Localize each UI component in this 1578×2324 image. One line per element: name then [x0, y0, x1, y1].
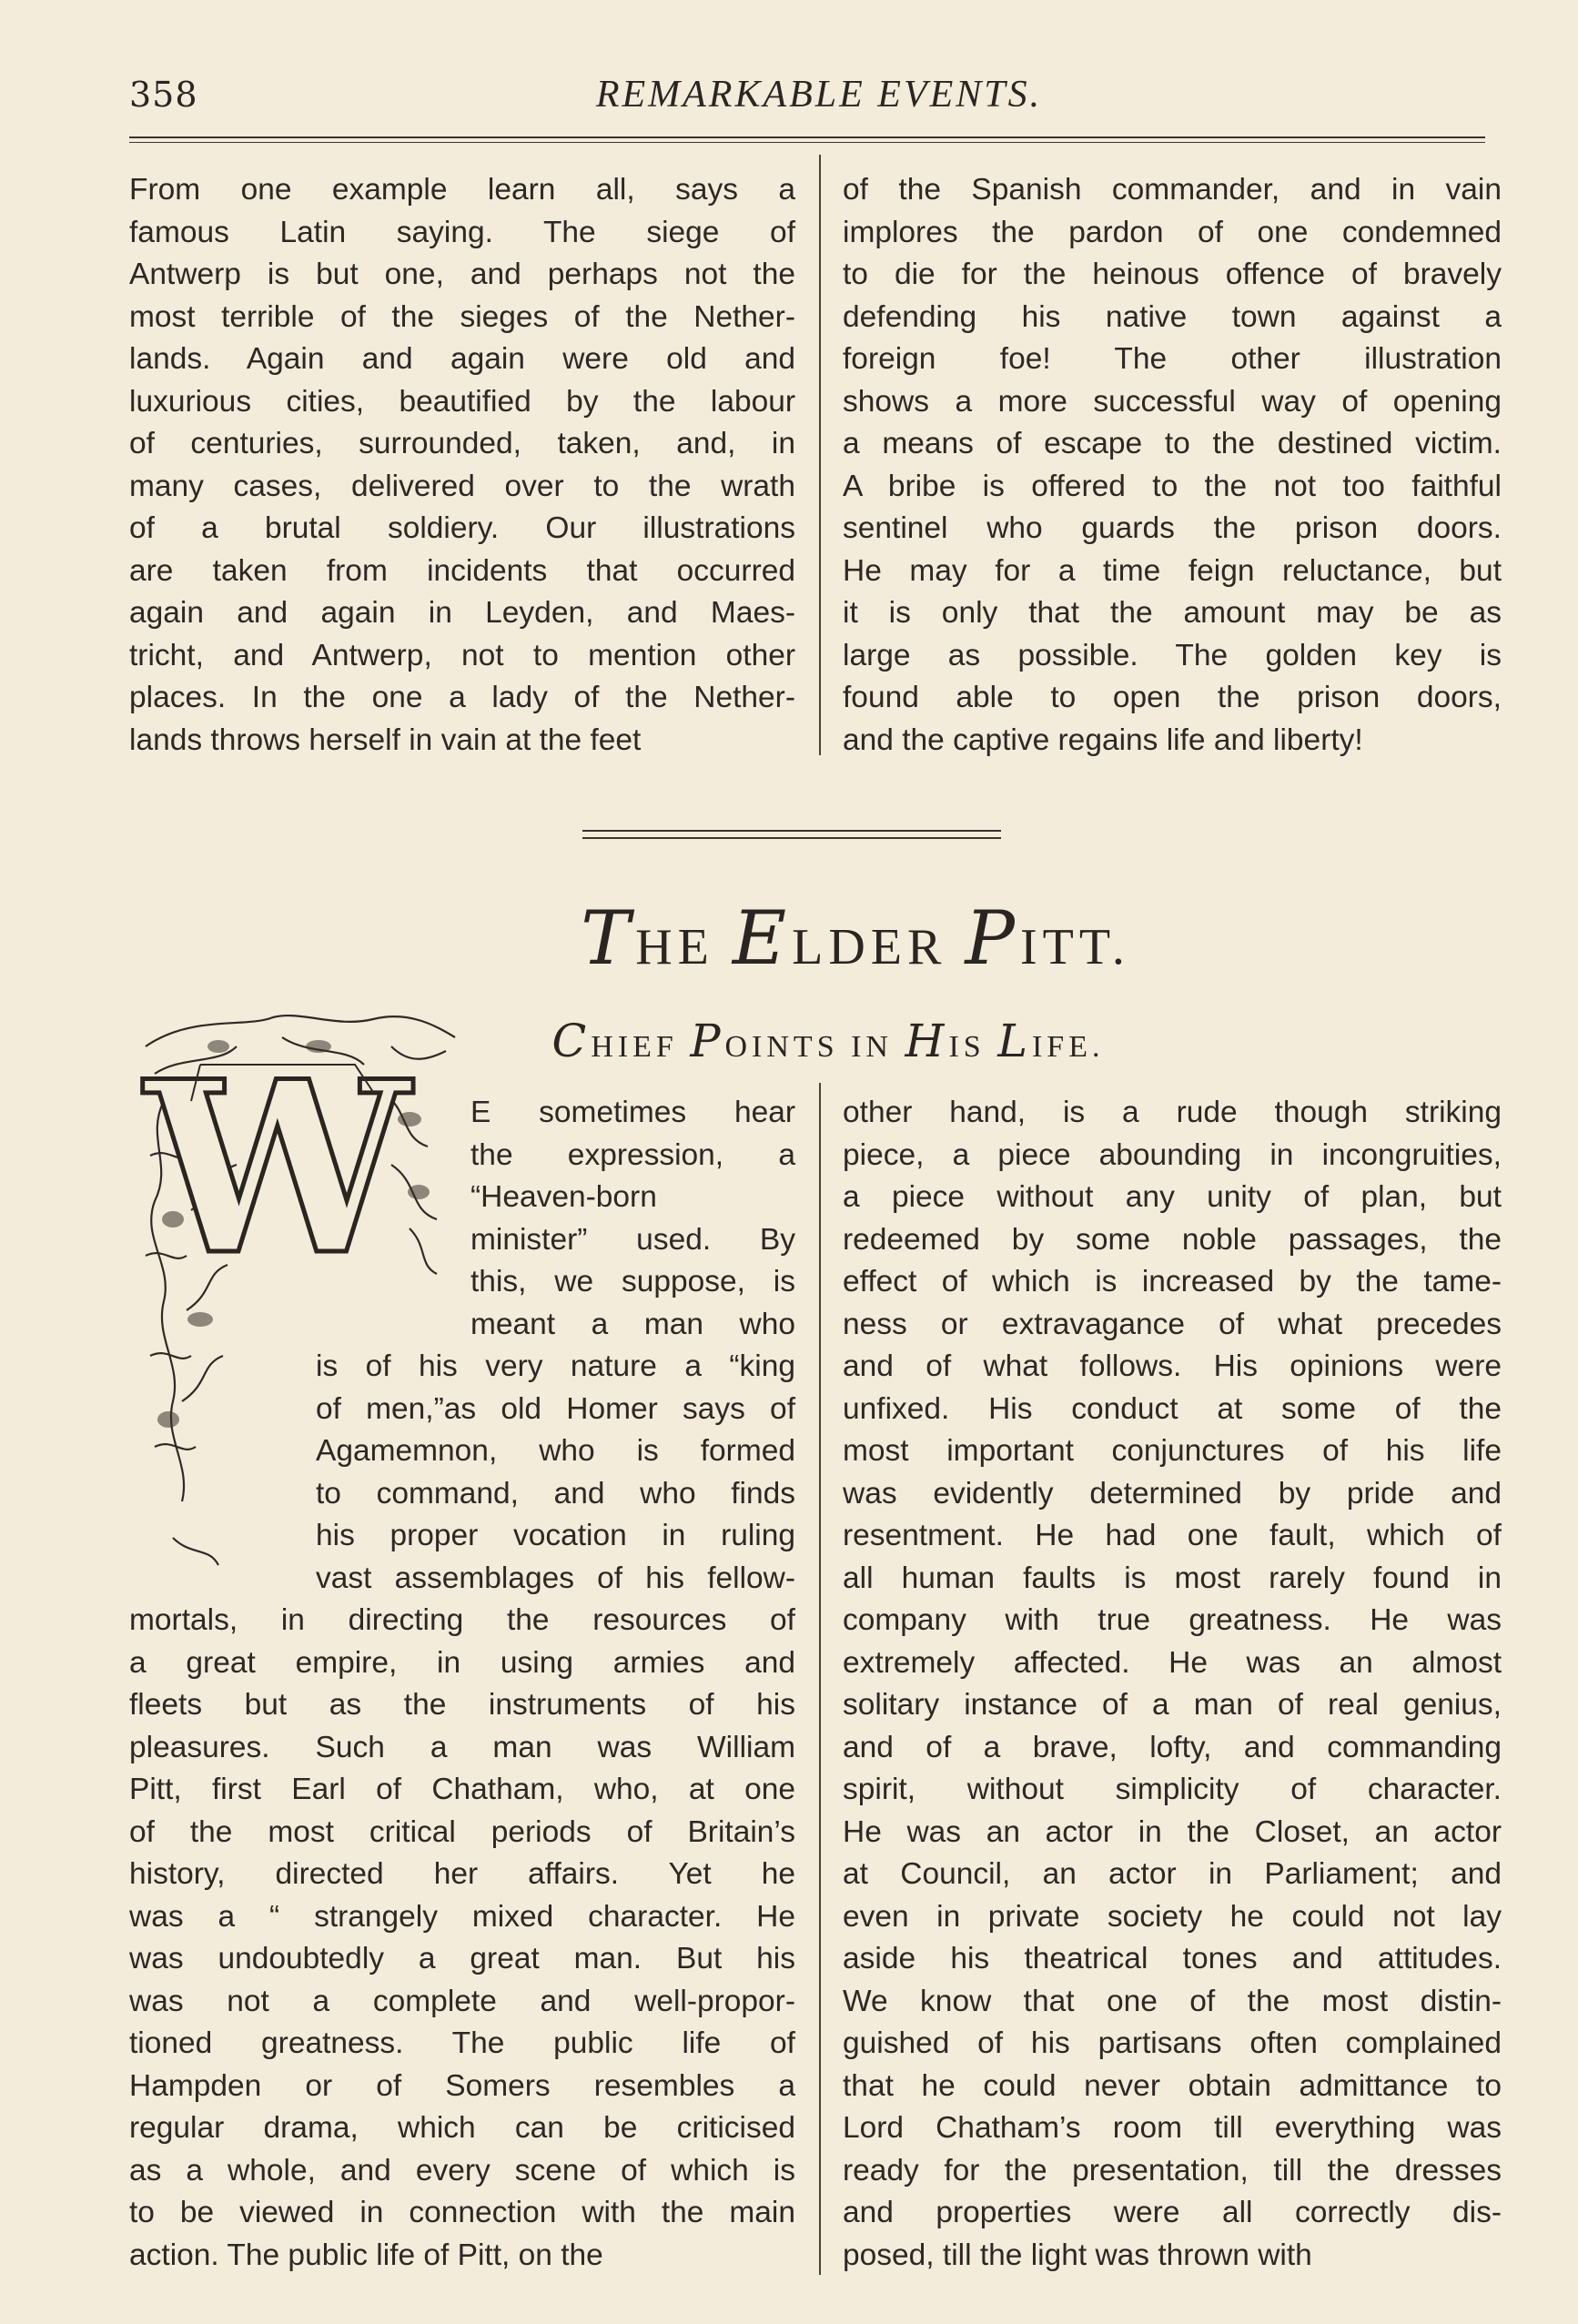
- title-word-rest: HIEF: [591, 1030, 691, 1064]
- text-line: a means of escape to the destined victim.: [843, 427, 1502, 460]
- title-word-rest: LDER: [792, 919, 966, 975]
- bottom-left-column: [129, 1092, 795, 2277]
- text-line: a great empire, in using armies and: [129, 1645, 795, 1680]
- text-line: most terrible of the sieges of the Nether-: [129, 299, 795, 334]
- text-line: history, directed her affairs. Yet he: [129, 1857, 795, 1891]
- section-divider-bottom: [582, 837, 1001, 839]
- text-line: to command, and who finds: [316, 1476, 795, 1511]
- text-block: [129, 1600, 795, 2277]
- text-line: regular drama, which can be criticised: [129, 2111, 795, 2145]
- title-capital: T: [581, 896, 636, 982]
- page-number: 358: [129, 75, 198, 115]
- bottom-right-column: [843, 1092, 1502, 2277]
- text-line: action. The public life of Pitt, on the: [129, 2238, 603, 2272]
- text-line: the expression, a: [470, 1137, 795, 1172]
- text-line: luxurious cities, beautified by the labour: [129, 384, 795, 419]
- text-line: this, we suppose, is: [470, 1265, 795, 1298]
- text-line: that he could never obtain admittance to: [843, 2068, 1502, 2103]
- text-line: at Council, an actor in Parliament; and: [843, 1857, 1502, 1891]
- text-line: famous Latin saying. The siege of: [129, 215, 795, 249]
- text-block: [129, 1346, 795, 1600]
- text-line: was not a complete and well-propor-: [129, 1984, 795, 2018]
- text-line: effect of which is increased by the tame-: [843, 1265, 1502, 1298]
- text-line: many cases, delivered over to the wrath: [129, 469, 795, 503]
- text-line: Hampden or of Somers resembles a: [129, 2068, 795, 2103]
- text-line: He may for a time feign reluctance, but: [843, 553, 1502, 588]
- article-title: [510, 896, 1201, 982]
- text-line: a piece without any unity of plan, but: [843, 1180, 1502, 1214]
- text-line: pleasures. Such a man was William: [129, 1730, 795, 1764]
- text-line: it is only that the amount may be as: [843, 596, 1502, 630]
- text-block: [843, 1092, 1502, 2277]
- header-rule-thin: [129, 142, 1485, 143]
- text-line: as a whole, and every scene of which is: [129, 2153, 795, 2188]
- text-line: lands. Again and again were old and: [129, 342, 795, 376]
- text-line: vast assemblages of his fellow-: [316, 1561, 795, 1595]
- top-left-column: [129, 169, 795, 762]
- text-line: and the captive regains life and liberty!: [843, 722, 1363, 757]
- text-line: company with true greatness. He was: [843, 1603, 1502, 1637]
- text-line: and of what follows. His opinions were: [843, 1349, 1502, 1383]
- title-word-rest: OINTS IN: [724, 1030, 905, 1064]
- text-line: are taken from incidents that occurred: [129, 553, 795, 588]
- title-capital: P: [965, 896, 1021, 982]
- text-line: resentment. He had one fault, which of: [843, 1519, 1502, 1552]
- text-line: of centuries, surrounded, taken, and, in: [129, 427, 795, 460]
- title-capital: E: [732, 896, 793, 982]
- text-line: fleets but as the instruments of his: [129, 1688, 795, 1722]
- text-line: all human faults is most rarely found in: [843, 1561, 1502, 1595]
- text-line: unfixed. His conduct at some of the: [843, 1391, 1502, 1426]
- text-line: shows a more successful way of opening: [843, 384, 1502, 419]
- text-line: was evidently determined by pride and: [843, 1476, 1502, 1511]
- text-line: extremely affected. He was an almost: [843, 1645, 1502, 1680]
- article-subtitle: [501, 1015, 1156, 1067]
- text-line: tioned greatness. The public life of: [129, 2026, 795, 2060]
- text-line: redeemed by some noble passages, the: [843, 1222, 1502, 1257]
- title-capital: L: [997, 1015, 1032, 1067]
- title-word-rest: ITT.: [1020, 919, 1130, 975]
- text-line: to be viewed in connection with the main: [129, 2196, 795, 2229]
- text-line: defending his native town against a: [843, 299, 1502, 334]
- text-line: From one example learn all, says a: [129, 173, 795, 207]
- text-line: of the most critical periods of Britain’s: [129, 1814, 795, 1849]
- text-line: places. In the one a lady of the Nether-: [129, 681, 795, 714]
- header-rule: [129, 136, 1485, 138]
- section-divider-top: [582, 830, 1001, 832]
- text-line: and of a brave, lofty, and commanding: [843, 1730, 1502, 1764]
- text-line: “Heaven-born: [470, 1180, 657, 1214]
- text-block: [129, 169, 795, 762]
- title-capital: H: [905, 1015, 949, 1067]
- text-line: Antwerp is but one, and perhaps not the: [129, 258, 795, 291]
- title-word-rest: IS: [948, 1030, 998, 1064]
- text-line: lands throws herself in vain at the feet: [129, 722, 642, 757]
- title-word-rest: IFE.: [1031, 1030, 1105, 1064]
- top-column-divider: [819, 155, 821, 755]
- text-line: meant a man who: [470, 1307, 795, 1341]
- text-line: implores the pardon of one condemned: [843, 215, 1502, 249]
- text-line: and properties were all correctly dis-: [843, 2196, 1502, 2229]
- text-line: sentinel who guards the prison doors.: [843, 511, 1502, 545]
- text-line: again and again in Leyden, and Maes-: [129, 596, 795, 630]
- drop-cap-letter: W: [145, 1030, 410, 1308]
- text-line: most important conjunctures of his life: [843, 1434, 1502, 1468]
- title-word-rest: HE: [635, 919, 733, 975]
- text-line: mortals, in directing the resources of: [129, 1603, 795, 1637]
- text-line: foreign foe! The other illustration: [843, 342, 1502, 376]
- text-line: of men,”as old Homer says of: [316, 1391, 795, 1426]
- top-right-column: [843, 169, 1502, 762]
- text-line: posed, till the light was thrown with: [843, 2238, 1312, 2272]
- text-line: minister” used. By: [470, 1222, 795, 1257]
- text-line: was undoubtedly a great man. But his: [129, 1942, 795, 1975]
- text-line: even in private society he could not lay: [843, 1899, 1502, 1934]
- title-capital: C: [551, 1015, 592, 1067]
- text-line: A bribe is offered to the not too faithful: [843, 469, 1502, 503]
- text-line: ness or extravagance of what precedes: [843, 1307, 1502, 1341]
- text-line: his proper vocation in ruling: [316, 1519, 795, 1552]
- text-line: He was an actor in the Closet, an actor: [843, 1814, 1502, 1849]
- text-line: Lord Chatham’s room till everything was: [843, 2111, 1502, 2145]
- text-line: of a brutal soldiery. Our illustrations: [129, 511, 795, 545]
- text-line: large as possible. The golden key is: [843, 638, 1502, 672]
- text-line: piece, a piece abounding in incongruities,: [843, 1137, 1502, 1172]
- text-line: We know that one of the most distin-: [843, 1984, 1502, 2018]
- text-line: aside his theatrical tones and attitudes.: [843, 1942, 1502, 1975]
- text-block: [129, 1092, 795, 1346]
- text-line: E sometimes hear: [470, 1096, 795, 1129]
- text-line: other hand, is a rude though striking: [843, 1096, 1502, 1129]
- bottom-column-divider: [819, 1083, 821, 2275]
- running-title: REMARKABLE EVENTS.: [595, 74, 1043, 116]
- text-line: ready for the presentation, till the dresses: [843, 2153, 1502, 2188]
- text-line: spirit, without simplicity of character.: [843, 1773, 1502, 1806]
- text-line: is of his very nature a “king: [316, 1349, 795, 1383]
- text-line: Pitt, first Earl of Chatham, who, at one: [129, 1773, 795, 1806]
- text-line: Agamemnon, who is formed: [316, 1434, 795, 1468]
- text-block: [843, 169, 1502, 762]
- title-capital: P: [690, 1015, 725, 1067]
- text-line: to die for the heinous offence of bravely: [843, 258, 1502, 291]
- text-line: tricht, and Antwerp, not to mention other: [129, 638, 795, 672]
- text-line: was a “ strangely mixed character. He: [129, 1899, 795, 1934]
- text-line: of the Spanish commander, and in vain: [843, 173, 1502, 207]
- text-line: solitary instance of a man of real genius,: [843, 1688, 1502, 1722]
- text-line: guished of his partisans often complained: [843, 2026, 1502, 2060]
- text-line: found able to open the prison doors,: [843, 681, 1502, 714]
